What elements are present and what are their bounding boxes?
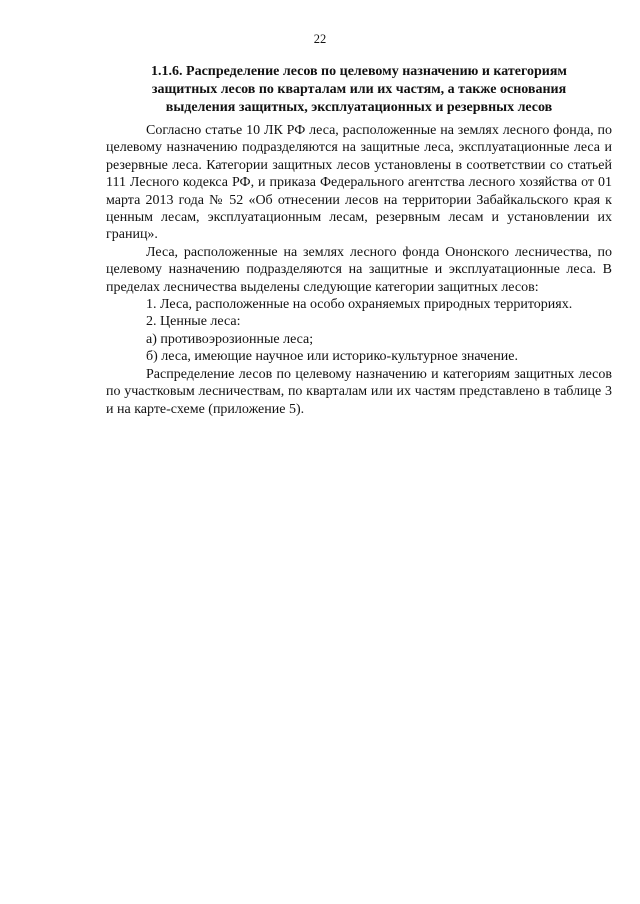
page-number: 22 (313, 32, 327, 46)
list-item: б) леса, имеющие научное или историко-культурное значение. (146, 349, 518, 365)
section-heading-line: защитных лесов по кварталам или их частям, а также основания (151, 82, 567, 97)
section-text (106, 122, 612, 418)
paragraph: Согласно статье 10 ЛК РФ леса, расположенные на землях лесного фонда, по целевому назначению подразделяются на защитные леса, эксплуатационные леса и резервные леса. Категории защитных лесов установлены в соответствии со статьей 111 Лесного кодекса РФ, и приказа Федерального агентства лесного хозяйства от 01 марта 2013 года № 52 «Об отнесении лесов на территории Забайкальского края к ценным лесам, эксплуатационным лесам, резервным лесам и установлении их границ». (106, 123, 612, 243)
paragraph: Распределение лесов по целевому назначению и категориям защитных лесов по участковым лесничествам, по кварталам или их частям представлено в таблице 3 и на карте-схеме (приложение 5). (106, 366, 612, 417)
section-heading-line: выделения защитных, эксплуатационных и резервных лесов (165, 100, 553, 115)
list-item: 1. Леса, расположенные на особо охраняемых природных территориях. (146, 297, 573, 313)
section-heading-line: 1.1.6. Распределение лесов по целевому назначению и категориям (151, 64, 567, 79)
paragraph: Леса, расположенные на землях лесного фонда Ононского лесничества, по целевому назначению подразделяются на защитные и эксплуатационные леса. В пределах лесничества выделены следующие категории защитных лесов: (106, 244, 612, 295)
section-heading (106, 63, 612, 117)
list-item: а) противоэрозионные леса; (146, 331, 314, 347)
list-item: 2. Ценные леса: (146, 314, 241, 330)
document-body (106, 63, 612, 418)
